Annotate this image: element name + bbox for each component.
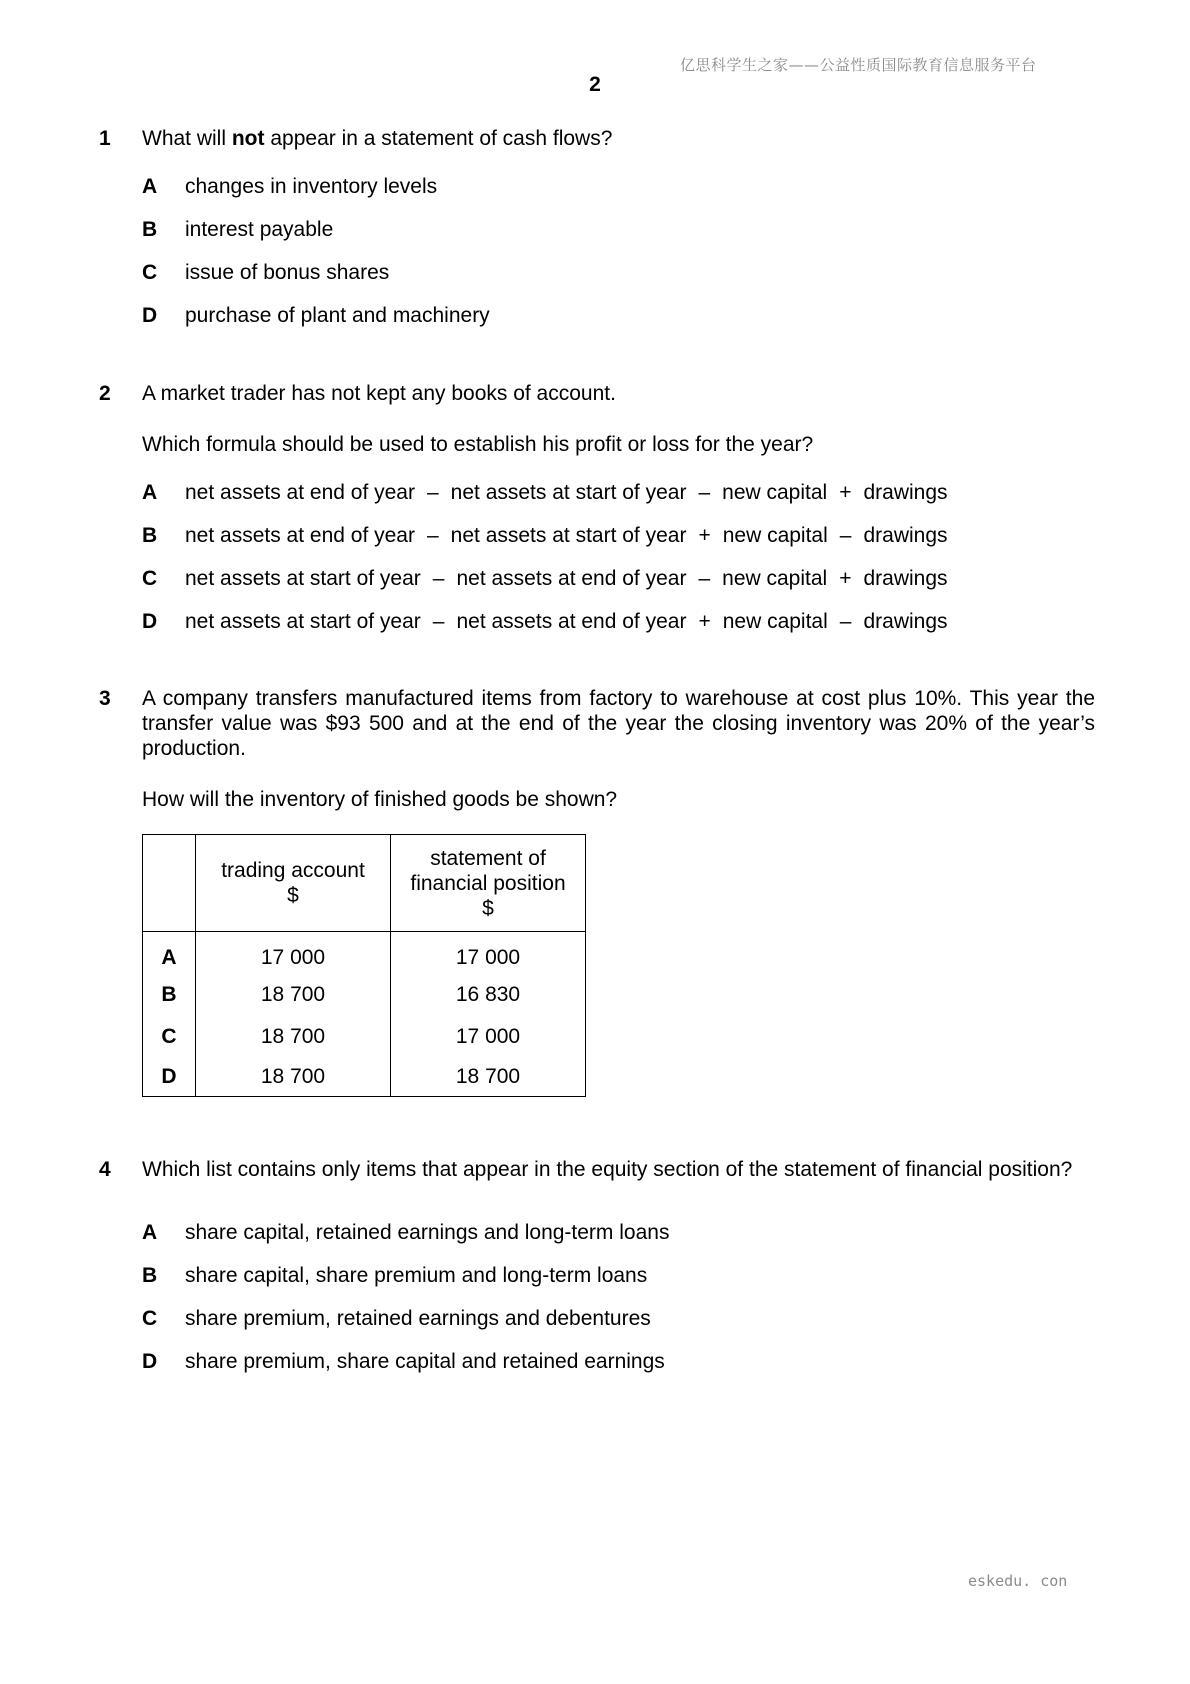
question-text: Which list contains only items that appear in the equity section of the statement of financial position? xyxy=(142,1158,1073,1181)
option-c: C net assets at start of year – net assets at end of year – new capital + drawings xyxy=(142,567,948,590)
footer-watermark: eskedu. con xyxy=(968,1572,1068,1590)
table-header-trading: trading account $ xyxy=(196,835,391,932)
header-watermark: 亿思科学生之家——公益性质国际教育信息服务平台 xyxy=(680,56,1037,74)
question-text: A market trader has not kept any books of account. xyxy=(142,382,616,405)
option-b: B interest payable xyxy=(142,218,334,241)
question-text: What will not appear in a statement of cash flows? xyxy=(142,127,613,150)
option-a: A share capital, retained earnings and long-term loans xyxy=(142,1221,670,1244)
option-b: B share capital, share premium and long-term loans xyxy=(142,1264,648,1287)
option-d: D net assets at start of year – net assets at end of year + new capital – drawings xyxy=(142,610,948,633)
table-row: B 18 700 16 830 xyxy=(143,974,586,1016)
table-row: D 18 700 18 700 xyxy=(143,1058,586,1097)
question-text: A company transfers manufactured items from factory to warehouse at cost plus 10%. This year the transfer value was $93 500 and at the end of the year the closing inventory was 20% of the year’s production. xyxy=(142,687,1095,760)
table-row: A 17 000 17 000 xyxy=(143,932,586,975)
answer-table xyxy=(142,834,586,1097)
option-b: B net assets at end of year – net assets at start of year + new capital – drawings xyxy=(142,524,948,547)
question-text: Which formula should be used to establish his profit or loss for the year? xyxy=(142,433,814,456)
table-row: C 18 700 17 000 xyxy=(143,1016,586,1058)
option-d: D share premium, share capital and retained earnings xyxy=(142,1350,665,1373)
option-d: D purchase of plant and machinery xyxy=(142,304,490,327)
option-c: C issue of bonus shares xyxy=(142,261,390,284)
option-c: C share premium, retained earnings and debentures xyxy=(142,1307,651,1330)
question-number: 2 xyxy=(99,382,111,405)
question-number: 3 xyxy=(99,687,111,710)
option-a: A net assets at end of year – net assets at start of year – new capital + drawings xyxy=(142,481,948,504)
question-number: 4 xyxy=(99,1158,111,1181)
table-header-blank xyxy=(143,835,196,932)
option-a: A changes in inventory levels xyxy=(142,175,438,198)
question-number: 1 xyxy=(99,127,111,150)
table-header-position: statement of financial position $ xyxy=(391,835,586,932)
page-number: 2 xyxy=(589,73,601,96)
question-text: How will the inventory of finished goods be shown? xyxy=(142,788,618,811)
